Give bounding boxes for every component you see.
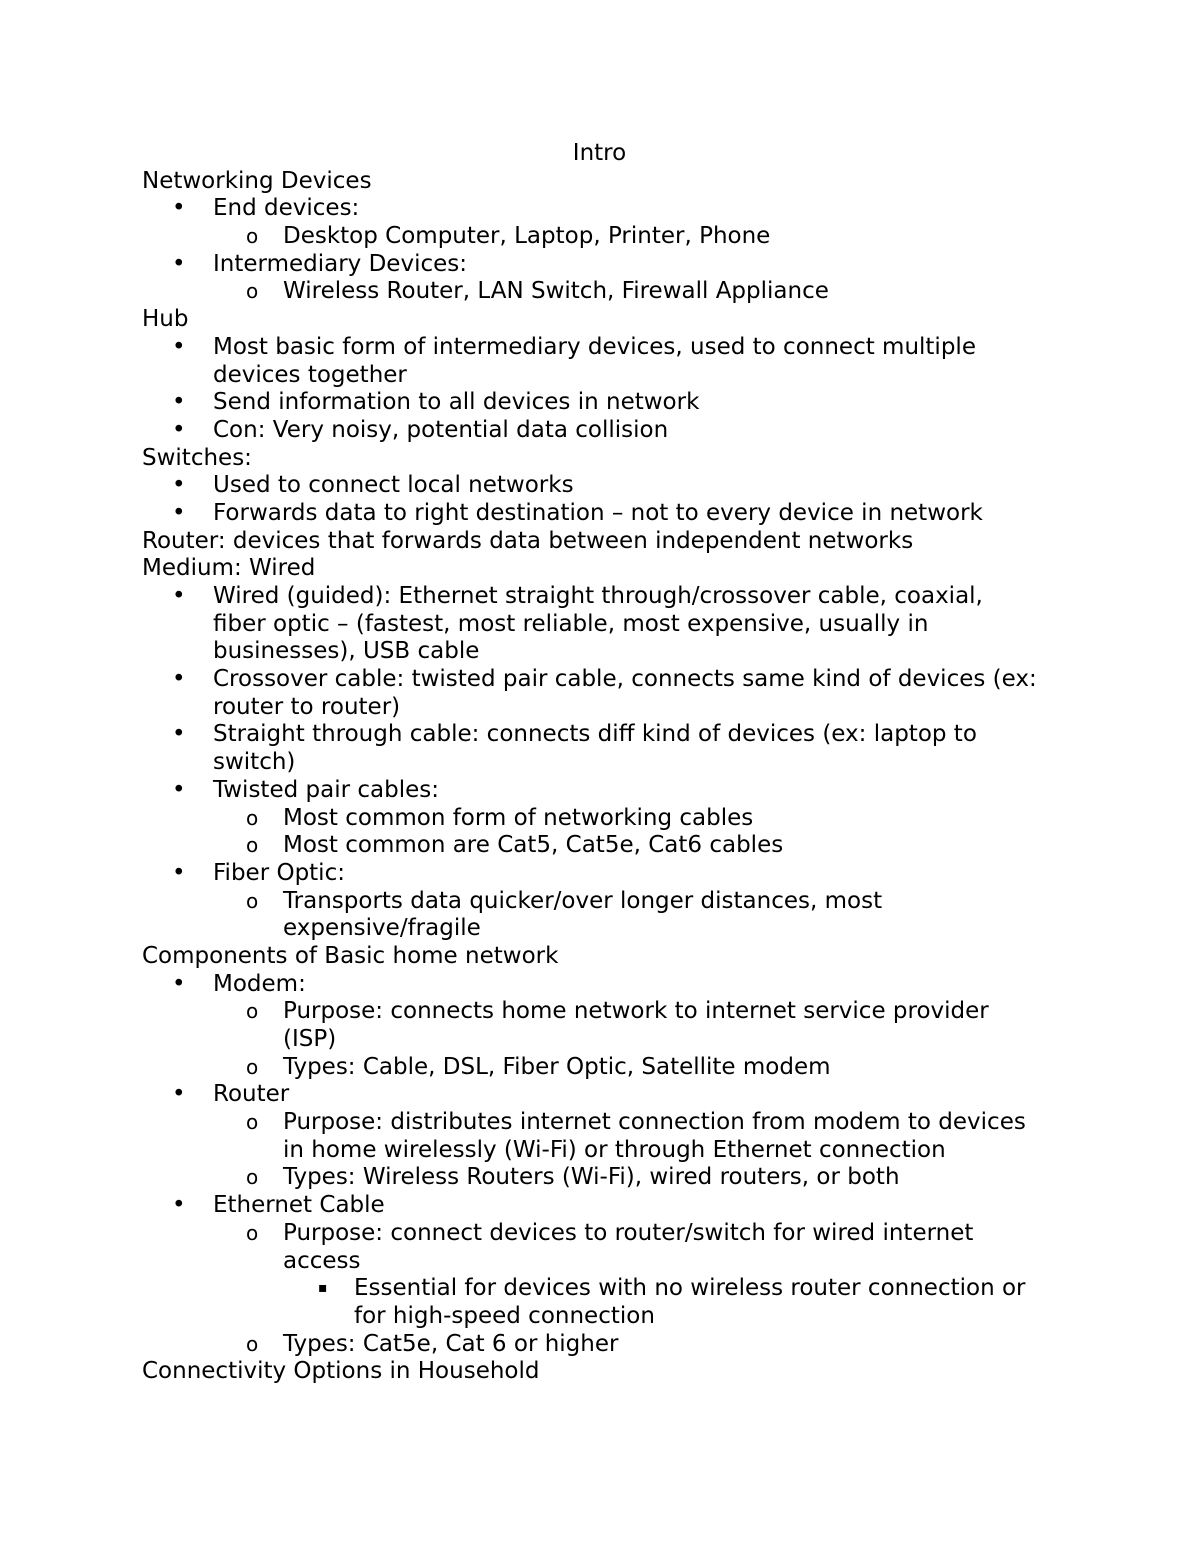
- list-item-text: fiber optic – (fastest, most reliable, most expensive, usually in: [213, 610, 929, 637]
- list-item-text: Essential for devices with no wireless router connection or: [354, 1275, 1026, 1302]
- list-item-text: businesses), USB cable: [213, 638, 480, 665]
- list-item-text: Intermediary Devices:: [213, 250, 467, 277]
- list-item-text: access: [283, 1247, 361, 1274]
- circle-bullet-icon: o: [246, 833, 259, 858]
- list-item-level-2: [142, 278, 1072, 306]
- list-item-level-1: [142, 334, 1072, 362]
- section-heading-text: Medium: Wired: [142, 555, 316, 582]
- document-body: [142, 140, 1072, 1386]
- section-heading: [142, 528, 1072, 556]
- list-item-text: Modem:: [213, 970, 306, 997]
- square-bullet-icon: ▪: [318, 1280, 328, 1297]
- list-item-level-1: [142, 971, 1072, 999]
- list-item-continuation: [142, 1303, 1072, 1331]
- list-item-level-1: [142, 500, 1072, 528]
- list-item-text: Wireless Router, LAN Switch, Firewall Appliance: [283, 278, 829, 305]
- circle-bullet-icon: o: [246, 279, 259, 304]
- list-item-text: devices together: [213, 361, 407, 388]
- list-item-text: (ISP): [283, 1026, 337, 1052]
- circle-bullet-icon: o: [246, 1165, 259, 1190]
- list-item-text: End devices:: [213, 195, 360, 222]
- list-item-continuation: [142, 1137, 1072, 1165]
- section-heading: [142, 943, 1072, 971]
- circle-bullet-icon: o: [246, 1110, 259, 1135]
- document-title: Intro: [572, 140, 627, 166]
- list-item-text: Fiber Optic:: [213, 859, 345, 886]
- disc-bullet-icon: •: [172, 721, 186, 748]
- section-heading-text: Switches:: [142, 444, 252, 471]
- circle-bullet-icon: o: [246, 1054, 259, 1079]
- list-item-text: Types: Cable, DSL, Fiber Optic, Satellite modem: [283, 1053, 831, 1080]
- list-item-level-1: [142, 472, 1072, 500]
- list-item-level-1: [142, 251, 1072, 279]
- list-item-level-1: [142, 1192, 1072, 1220]
- list-item-level-1: [142, 777, 1072, 805]
- list-item-text: Crossover cable: twisted pair cable, connects same kind of devices (ex:: [213, 666, 1037, 693]
- disc-bullet-icon: •: [172, 1081, 186, 1108]
- list-item-level-2: [142, 888, 1072, 916]
- list-item-text: Types: Cat5e, Cat 6 or higher: [283, 1330, 619, 1357]
- list-item-text: Ethernet Cable: [213, 1192, 385, 1219]
- section-heading-text: Networking Devices: [142, 167, 372, 194]
- list-item-text: Desktop Computer, Laptop, Printer, Phone: [283, 223, 771, 250]
- list-item-level-2: [142, 998, 1072, 1026]
- list-item-text: Send information to all devices in network: [213, 389, 700, 416]
- list-item-continuation: [142, 1026, 1072, 1054]
- list-item-text: in home wirelessly (Wi-Fi) or through Ethernet connection: [283, 1136, 946, 1163]
- circle-bullet-icon: o: [246, 999, 259, 1024]
- list-item-text: Purpose: distributes internet connection from modem to devices: [283, 1109, 1026, 1136]
- section-heading-text: Router: devices that forwards data between independent networks: [142, 527, 914, 554]
- disc-bullet-icon: •: [172, 970, 186, 997]
- notes-list: [142, 168, 1072, 1386]
- section-heading-text: Connectivity Options in Household: [142, 1358, 540, 1385]
- list-item-level-1: [142, 195, 1072, 223]
- section-heading-text: Hub: [142, 306, 189, 333]
- list-item-level-1: [142, 860, 1072, 888]
- list-item-level-2: [142, 1164, 1072, 1192]
- list-item-text: Twisted pair cables:: [213, 776, 439, 803]
- list-item-text: Purpose: connect devices to router/switch for wired internet: [283, 1219, 974, 1246]
- section-heading: [142, 555, 1072, 583]
- list-item-text: for high-speed connection: [354, 1302, 655, 1329]
- disc-bullet-icon: •: [172, 416, 186, 443]
- list-item-level-2: [142, 1331, 1072, 1359]
- section-heading: [142, 445, 1072, 473]
- list-item-text: Wired (guided): Ethernet straight through/crossover cable, coaxial,: [213, 583, 983, 609]
- list-item-continuation: [142, 749, 1072, 777]
- circle-bullet-icon: o: [246, 224, 259, 249]
- list-item-continuation: [142, 915, 1072, 943]
- disc-bullet-icon: •: [172, 859, 186, 886]
- list-item-text: Types: Wireless Routers (Wi-Fi), wired routers, or both: [283, 1164, 900, 1191]
- disc-bullet-icon: •: [172, 1192, 186, 1219]
- list-item-level-2: [142, 223, 1072, 251]
- disc-bullet-icon: •: [172, 776, 186, 803]
- circle-bullet-icon: o: [246, 1220, 259, 1245]
- list-item-text: switch): [213, 749, 296, 776]
- list-item-continuation: [142, 611, 1072, 639]
- disc-bullet-icon: •: [172, 389, 186, 416]
- disc-bullet-icon: •: [172, 333, 186, 360]
- section-heading: [142, 1358, 1072, 1386]
- list-item-level-2: [142, 1054, 1072, 1082]
- disc-bullet-icon: •: [172, 195, 186, 222]
- list-item-text: Con: Very noisy, potential data collision: [213, 416, 669, 443]
- circle-bullet-icon: o: [246, 888, 259, 913]
- list-item-level-1: [142, 666, 1072, 694]
- list-item-text: Most basic form of intermediary devices, used to connect multiple: [213, 333, 976, 360]
- list-item-level-1: [142, 721, 1072, 749]
- list-item-text: Purpose: connects home network to internet service provider: [283, 998, 989, 1025]
- section-heading-text: Components of Basic home network: [142, 942, 559, 969]
- list-item-text: Most common are Cat5, Cat5e, Cat6 cables: [283, 832, 784, 859]
- list-item-level-2: [142, 832, 1072, 860]
- list-item-text: Most common form of networking cables: [283, 804, 754, 831]
- circle-bullet-icon: o: [246, 805, 259, 830]
- list-item-text: Forwards data to right destination – not to every device in network: [213, 499, 983, 526]
- list-item-continuation: [142, 694, 1072, 722]
- list-item-continuation: [142, 638, 1072, 666]
- list-item-level-2: [142, 805, 1072, 833]
- disc-bullet-icon: •: [172, 499, 186, 526]
- disc-bullet-icon: •: [172, 472, 186, 499]
- list-item-text: Router: [213, 1081, 290, 1108]
- disc-bullet-icon: •: [172, 666, 186, 693]
- list-item-text: expensive/fragile: [283, 915, 481, 942]
- list-item-text: Transports data quicker/over longer distances, most: [283, 887, 883, 914]
- section-heading: [142, 306, 1072, 334]
- disc-bullet-icon: •: [172, 583, 186, 609]
- section-heading: [142, 168, 1072, 196]
- list-item-level-1: [142, 583, 1072, 611]
- list-item-continuation: [142, 1248, 1072, 1276]
- list-item-level-1: [142, 389, 1072, 417]
- circle-bullet-icon: o: [246, 1331, 259, 1356]
- list-item-text: Used to connect local networks: [213, 472, 574, 499]
- list-item-text: router to router): [213, 693, 401, 720]
- list-item-text: Straight through cable: connects diff kind of devices (ex: laptop to: [213, 721, 977, 748]
- list-item-level-1: [142, 417, 1072, 445]
- list-item-level-2: [142, 1109, 1072, 1137]
- list-item-continuation: [142, 362, 1072, 390]
- disc-bullet-icon: •: [172, 250, 186, 277]
- list-item-level-3: [142, 1275, 1072, 1303]
- list-item-level-1: [142, 1081, 1072, 1109]
- list-item-level-2: [142, 1220, 1072, 1248]
